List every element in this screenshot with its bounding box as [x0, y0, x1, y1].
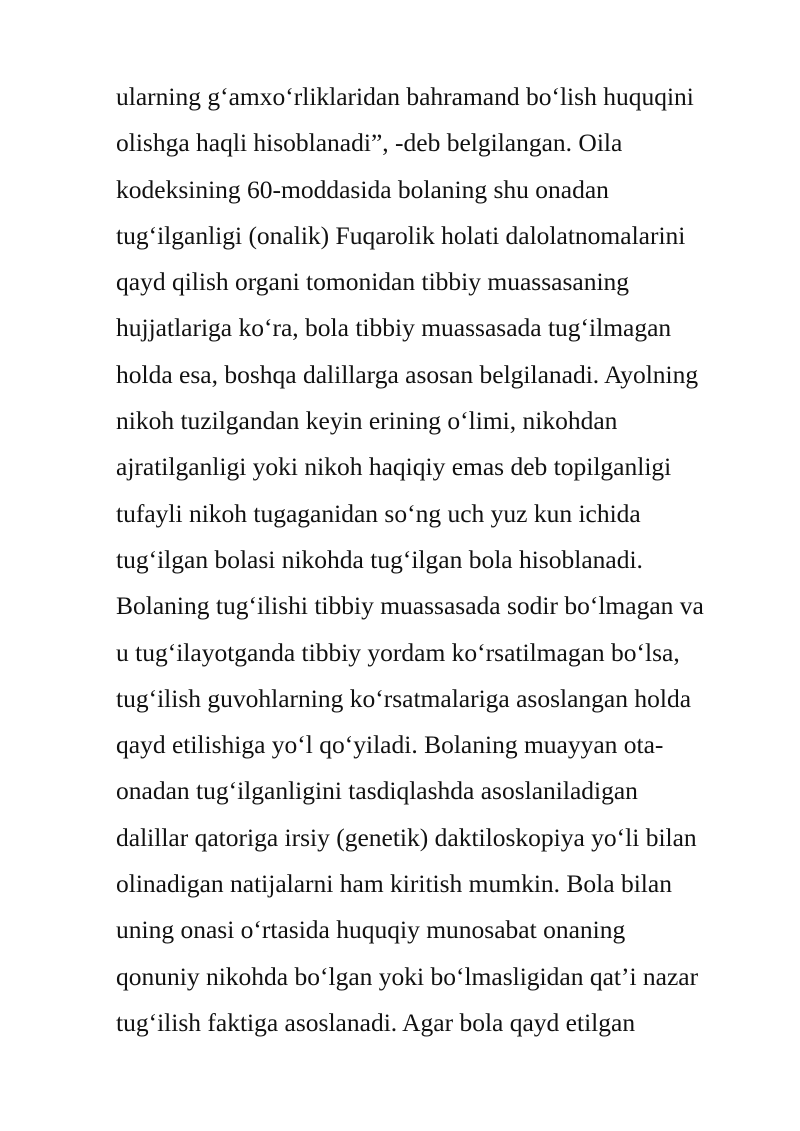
text-line: tug‘ilish guvohlarning ko‘rsatmalariga asoslangan holda: [116, 683, 692, 713]
text-line: qayd qilish organi tomonidan tibbiy muassasaning: [116, 267, 630, 297]
body-text: [116, 74, 756, 1046]
text-line: qayd etilishiga yo‘l qo‘yiladi. Bolaning muayyan ota-: [116, 730, 664, 760]
text-line: onadan tug‘ilganligini tasdiqlashda asoslaniladigan: [116, 776, 638, 806]
text-line: dalillar qatoriga irsiy (genetik) daktiloskopiya yo‘li bilan: [116, 822, 697, 852]
text-line: kodeksining 60-moddasida bolaning shu onadan: [116, 174, 609, 204]
text-line: tug‘ilganligi (onalik) Fuqarolik holati dalolatnomalarini: [116, 220, 686, 250]
text-line: olinadigan natijalarni ham kiritish mumkin. Bola bilan: [116, 869, 672, 899]
text-line: qonuniy nikohda bo‘lgan yoki bo‘lmasligidan qat’i nazar: [116, 961, 699, 991]
text-line: olishga haqli hisoblanadi”, -deb belgilangan. Oila: [116, 128, 623, 158]
text-line: ularning g‘amxo‘rliklaridan bahramand bo‘lish huquqini: [116, 82, 694, 111]
text-line: tufayli nikoh tugaganidan so‘ng uch yuz kun ichida: [116, 498, 641, 528]
text-line: u tug‘ilayotganda tibbiy yordam ko‘rsatilmagan bo‘lsa,: [116, 637, 680, 667]
text-line: tug‘ilgan bolasi nikohda tug‘ilgan bola hisoblanadi.: [116, 544, 643, 574]
text-line: Bolaning tug‘ilishi tibbiy muassasada sodir bo‘lmagan va: [116, 591, 704, 621]
text-line: holda esa, boshqa dalillarga asosan belgilanadi. Ayolning: [116, 359, 699, 389]
text-line: tug‘ilish faktiga asoslanadi. Agar bola qayd etilgan: [116, 1007, 636, 1037]
text-line: ajratilganligi yoki nikoh haqiqiy emas deb topilganligi: [116, 452, 672, 482]
text-line: uning onasi o‘rtasida huquqiy munosabat onaning: [116, 915, 626, 945]
text-line: nikoh tuzilgandan keyin erining o‘limi, nikohdan: [116, 406, 618, 436]
text-line: hujjatlariga ko‘ra, bola tibbiy muassasada tug‘ilmagan: [116, 313, 672, 343]
